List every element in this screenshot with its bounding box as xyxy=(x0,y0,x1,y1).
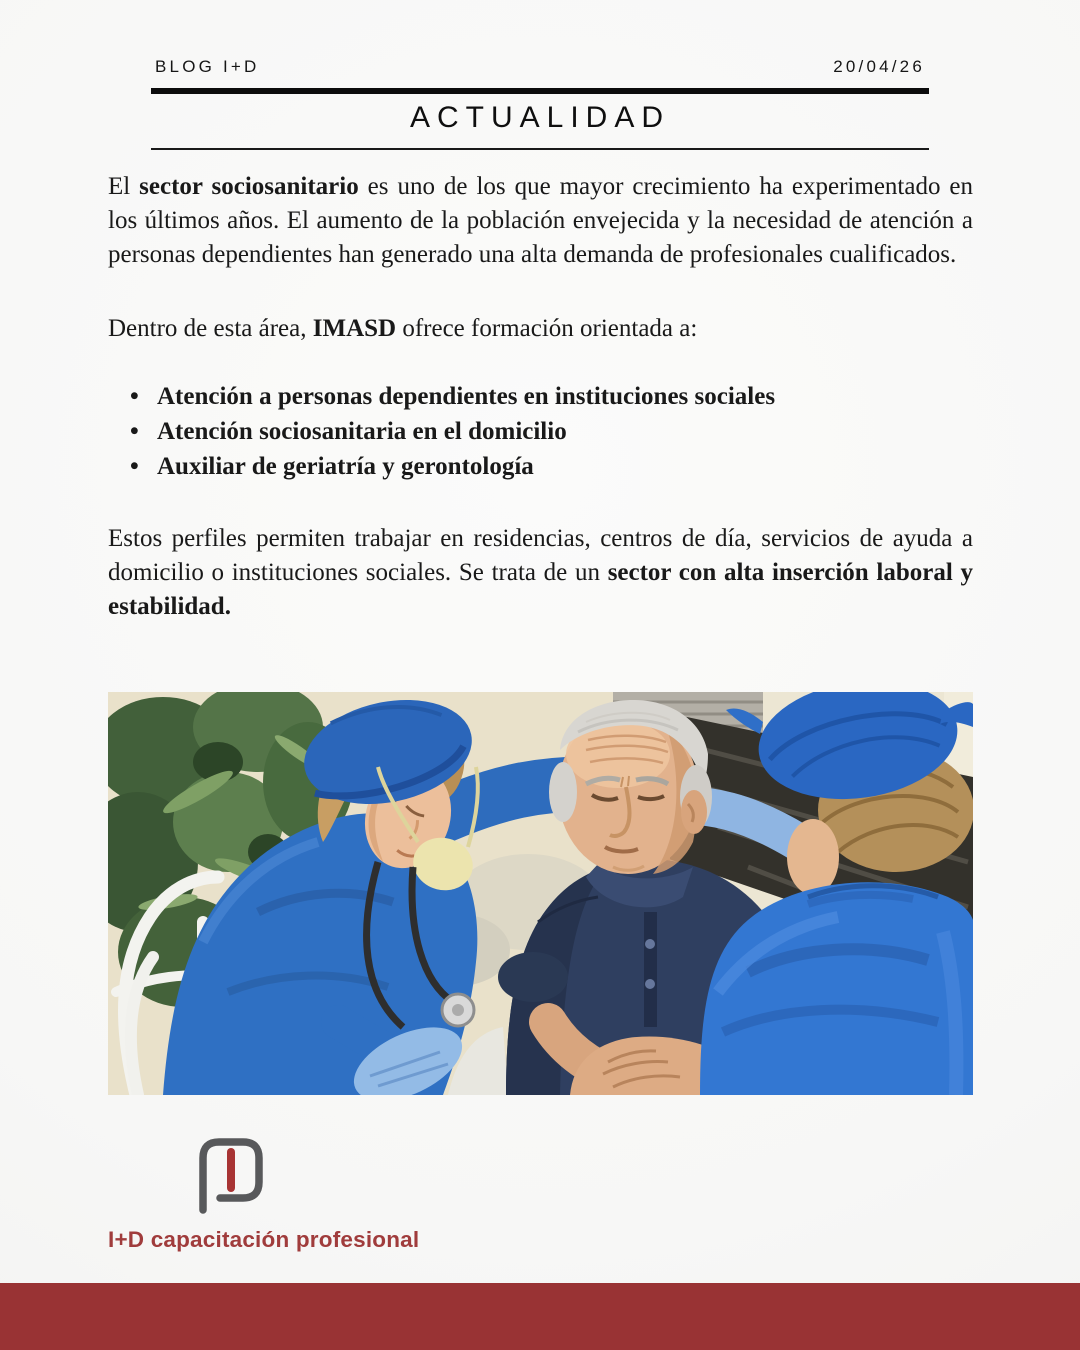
outro-text-pre: Estos perfiles permiten trabajar en residencias, centros de día, servicios de ayuda a domicilio o instituciones sociales. Se trata de un xyxy=(108,525,973,586)
article-photo xyxy=(108,692,973,1095)
intro-text-post: es uno de los que mayor crecimiento ha experimentado en los últimos años. El aumento de la población envejecida y la necesidad de atención a personas dependientes han generado una alta demanda de profesionales cualificados. xyxy=(108,173,974,268)
offer-paragraph xyxy=(108,312,973,346)
divider-thick xyxy=(151,88,929,94)
outro-text-bold: sector con alta inserción laboral y estabilidad. xyxy=(108,559,973,620)
intro-text-pre: El xyxy=(108,173,140,200)
brand-logo-caption: I+D capacitación profesional xyxy=(108,1227,420,1252)
intro-paragraph xyxy=(108,170,973,272)
masthead xyxy=(155,57,925,77)
article-body xyxy=(108,170,973,624)
article-photo-illustration xyxy=(108,692,973,1095)
page-title: ACTUALIDAD xyxy=(409,101,671,134)
brand-logo-icon xyxy=(198,1136,264,1214)
intro-text-bold: sector sociosanitario xyxy=(139,173,359,200)
footer-accent-band xyxy=(0,1283,1080,1350)
brand-logo xyxy=(108,1136,419,1253)
list-item: • Auxiliar de geriatría y gerontología xyxy=(157,449,973,484)
training-list xyxy=(108,379,973,484)
offer-text-pre: Dentro de esta área, xyxy=(108,315,313,342)
offer-text-post: ofrece formación orientada a: xyxy=(396,315,698,342)
blog-label: BLOG I+D xyxy=(155,57,260,76)
list-item: • Atención sociosanitaria en el domicilio xyxy=(157,414,973,449)
offer-text-bold: IMASD xyxy=(312,315,397,342)
list-item: • Atención a personas dependientes en instituciones sociales xyxy=(157,379,973,414)
date-label: 20/04/26 xyxy=(833,57,925,76)
outro-paragraph xyxy=(108,522,973,624)
divider-thin xyxy=(151,148,929,150)
